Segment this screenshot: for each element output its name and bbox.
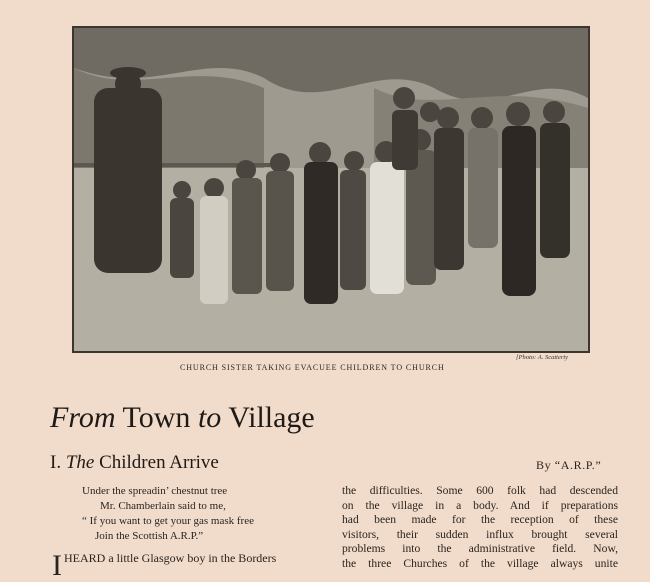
- headline-town: Town: [122, 401, 191, 434]
- body-line: problems into the administrative field. Now,: [342, 542, 618, 555]
- body-line: the difficulties. Some 600 folk had descended: [342, 484, 618, 497]
- section-heading: [50, 452, 219, 474]
- evacuee-children-photo: [74, 28, 588, 351]
- headline-to: to: [197, 401, 222, 434]
- drop-cap: I: [52, 549, 62, 582]
- section-numeral: I.: [50, 452, 62, 473]
- section-the: The: [65, 452, 95, 473]
- photo-frame: [72, 26, 590, 353]
- second-column: [342, 484, 618, 571]
- verse-line: Under the spreadin’ chestnut tree: [82, 485, 228, 497]
- verse-line: Join the Scottish A.R.P.”: [95, 530, 204, 542]
- body-line: had been made for the reception of these: [342, 513, 618, 526]
- headline: [50, 401, 315, 435]
- lead-text: HEARD a little Glasgow boy in the Borders: [64, 551, 277, 565]
- verse-line: “ If you want to get your gas mask free: [82, 515, 254, 527]
- verse-block: [0, 484, 330, 544]
- photo-caption: CHURCH SISTER TAKING EVACUEE CHILDREN TO CHURCH: [180, 363, 445, 372]
- photo-credit: [Photo: A. Scatterty: [516, 354, 569, 361]
- section-title: Children Arrive: [99, 452, 219, 473]
- headline-from: From: [50, 401, 116, 434]
- headline-village: Village: [228, 401, 315, 434]
- verse-line: Mr. Chamberlain said to me,: [100, 500, 226, 512]
- first-paragraph: [52, 551, 276, 581]
- byline: By “A.R.P.”: [536, 458, 602, 472]
- body-line: on the village in a body. And if preparations: [342, 498, 618, 512]
- body-line: visitors, their sudden influx brought several: [342, 527, 618, 541]
- body-line: the three Churches of the village always unite: [342, 556, 618, 570]
